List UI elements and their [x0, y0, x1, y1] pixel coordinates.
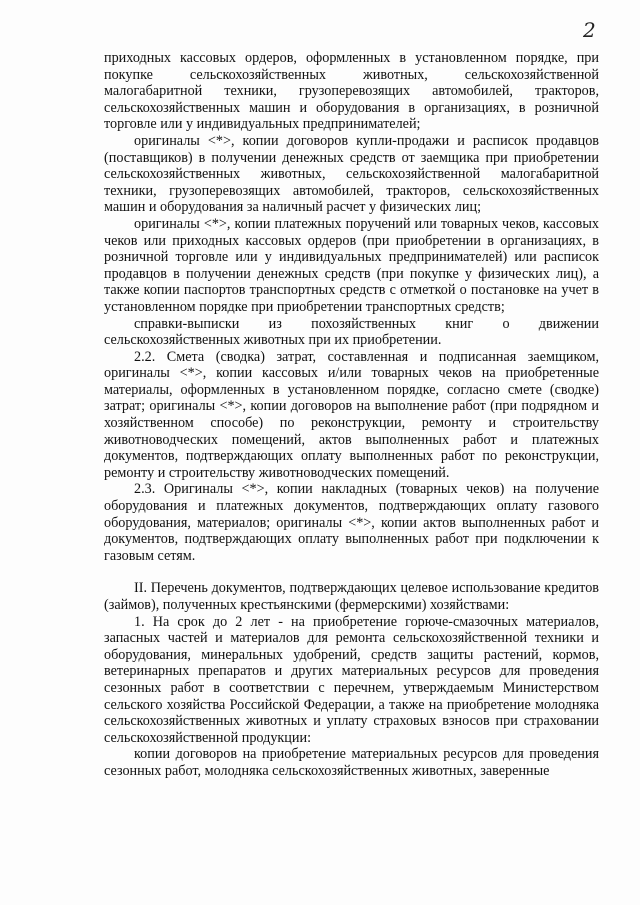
paragraph-4: справки-выписки из похозяйственных книг о движении сельскохозяйственных животных при их приобретении.: [104, 315, 599, 349]
paragraph-1: приходных кассовых ордеров, оформленных в установленном порядке, при покупке сельскохозяйственных животных, сельскохозяйственной малогабаритной техники, грузоперевозящих автомобилей, тракторов, сельскохозяйственных машин и оборудования в организациях, в розничной торговле или у индивидуальных предпринимателей;: [104, 50, 599, 133]
section-title: II. Перечень документов, подтверждающих целевое использование кредитов (займов), полученных крестьянскими (фермерскими) хозяйствами:: [104, 580, 599, 613]
document-body: [104, 50, 599, 780]
paragraph-2-2: 2.2. Смета (сводка) затрат, составленная и подписанная заемщиком, оригиналы <*>, копии кассовых и/или товарных чеков на приобретенные материалы, оформленных в установленном порядке, согласно смете (сводке) затрат; оригиналы <*>, копии договоров на выполнение работ (при подрядном и хозяйственном способе) по реконструкции, ремонту и строительству животноводческих помещений, актов выполненных работ и платежных документов, подтверждающих оплату выполненных работ по реконструкции, ремонту и строительству животноводческих помещений.: [104, 348, 599, 481]
section-paragraph-1: 1. На срок до 2 лет - на приобретение горюче-смазочных материалов, запасных частей и материалов для ремонта сельскохозяйственной техники и оборудования, минеральных удобрений, средств защиты растений, кормов, ветеринарных препаратов и других материальных ресурсов для проведения сезонных работ в соответствии с перечнем, утверждаемым Министерством сельского хозяйства Российской Федерации, а также на приобретение молодняка сельскохозяйственных животных и уплату страховых взносов при страховании сельскохозяйственной продукции:: [104, 613, 599, 746]
section-spacer: [104, 564, 599, 580]
section-paragraph-2: копии договоров на приобретение материальных ресурсов для проведения сезонных работ, молодняка сельскохозяйственных животных, заверенные: [104, 746, 599, 779]
paragraph-2-3: 2.3. Оригиналы <*>, копии накладных (товарных чеков) на получение оборудования и платежных документов, подтверждающих оплату газового оборудования, материалов; оригиналы <*>, копии актов выполненных работ и документов, подтверждающих оплату выполненных работ при подключении к газовым сетям.: [104, 481, 599, 564]
paragraph-3: оригиналы <*>, копии платежных поручений или товарных чеков, кассовых чеков или приходных кассовых ордеров (при приобретении в организациях, в розничной торговле или у индивидуальных предпринимателей) или расписок продавцов в получении денежных средств (при покупке у физических лиц), а также копии паспортов транспортных средств с отметкой о постановке на учет в установленном порядке при приобретении транспортных средств;: [104, 215, 599, 315]
paragraph-2: оригиналы <*>, копии договоров купли-продажи и расписок продавцов (поставщиков) в получении денежных средств от заемщика при приобретении сельскохозяйственных животных, сельскохозяйственной малогабаритной техники, грузоперевозящих автомобилей, тракторов, сельскохозяйственных машин и оборудования за наличный расчет у физических лиц;: [104, 132, 599, 216]
page-number: 2: [583, 18, 596, 42]
